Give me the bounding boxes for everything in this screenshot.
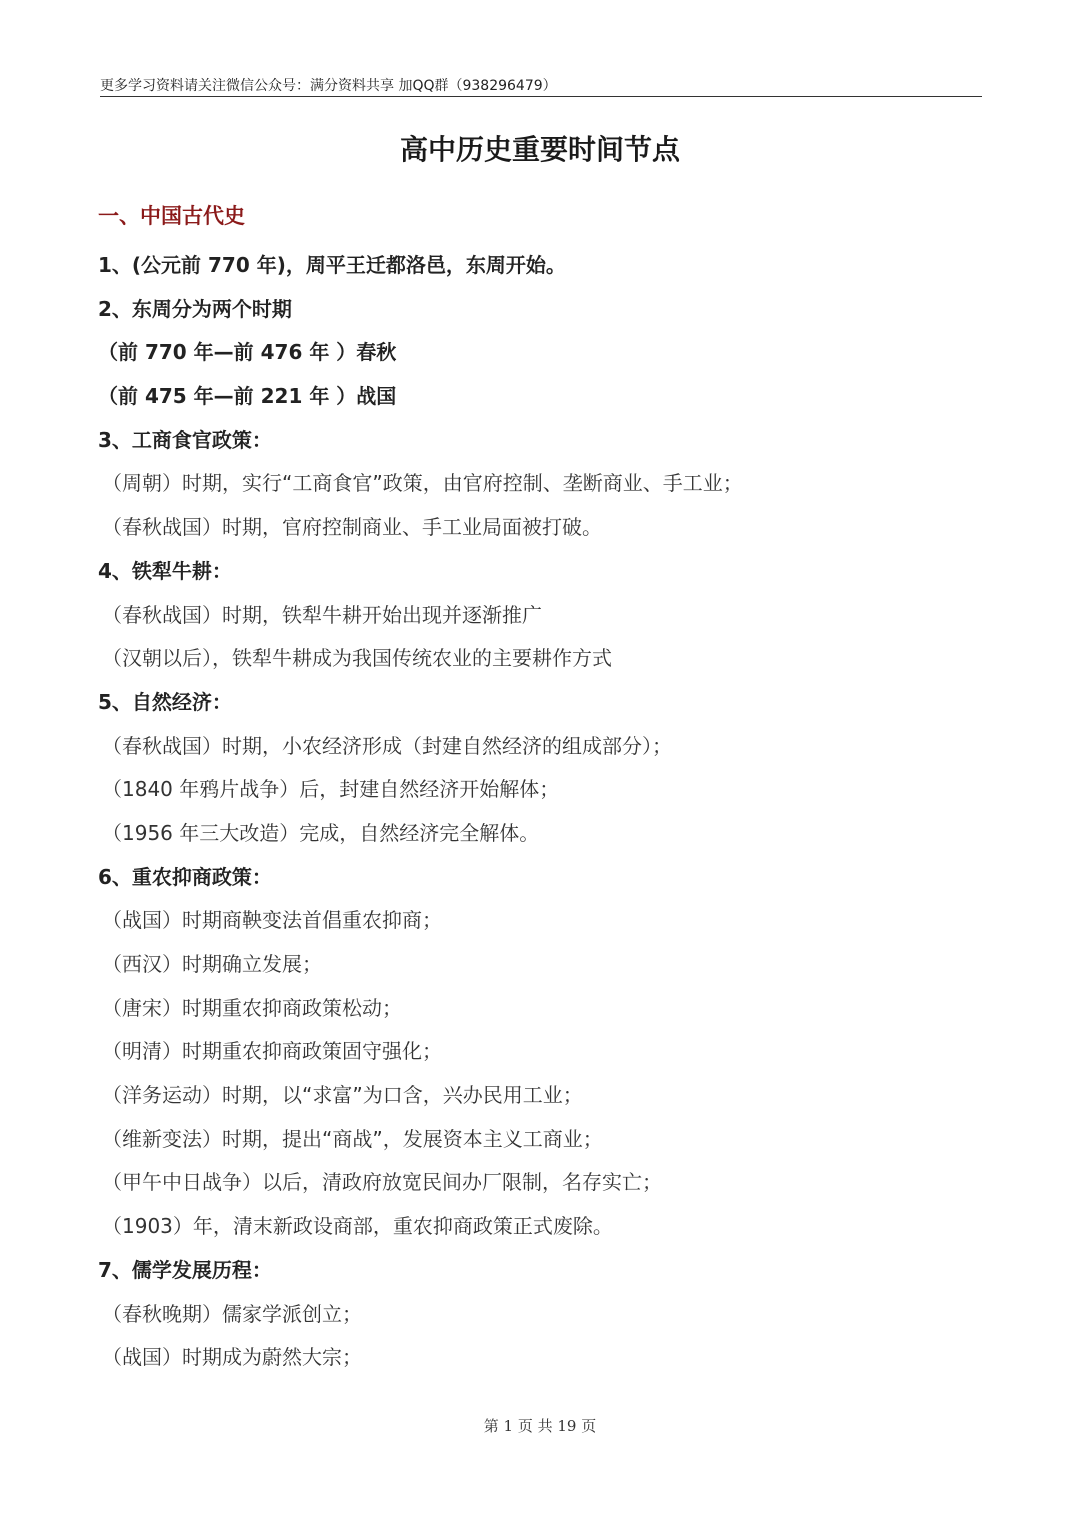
body-line: （唐宋）时期重农抑商政策松动； — [102, 995, 402, 1020]
body-line: 3、工商食官政策： — [98, 427, 272, 452]
body-line: （春秋晚期）儒家学派创立； — [102, 1301, 362, 1326]
document-title: 高中历史重要时间节点 — [399, 133, 680, 166]
page-header — [100, 76, 982, 97]
body-line: （1956 年三大改造）完成，自然经济完全解体。 — [102, 820, 540, 845]
body-line: （战国）时期商鞅变法首倡重农抑商； — [102, 908, 442, 933]
body-line: 2、东周分为两个时期 — [98, 296, 292, 321]
body-line: （明清）时期重农抑商政策固守强化； — [102, 1039, 442, 1064]
body-line: （周朝）时期，实行“工商食官”政策，由官府控制、垄断商业、手工业； — [102, 471, 743, 496]
body-line: （春秋战国）时期，小农经济形成（封建自然经济的组成部分）； — [102, 733, 672, 758]
body-line: （前 770 年—前 476 年 ）春秋 — [98, 340, 397, 365]
body-line: （1840 年鸦片战争）后，封建自然经济开始解体； — [102, 777, 560, 802]
body-line: （春秋战国）时期，官府控制商业、手工业局面被打破。 — [102, 515, 602, 540]
body-line: 7、儒学发展历程： — [98, 1257, 272, 1282]
body-line: 1、(公元前 770 年)，周平王迁都洛邑，东周开始。 — [98, 253, 566, 277]
body-line: （洋务运动）时期，以“求富”为口含，兴办民用工业； — [102, 1083, 583, 1108]
body-line: （前 475 年—前 221 年 ）战国 — [98, 384, 397, 409]
body-line: （战国）时期成为蔚然大宗； — [102, 1345, 362, 1370]
body-line: 6、重农抑商政策： — [98, 864, 272, 889]
page-number: 第 1 页 共 19 页 — [483, 1417, 597, 1435]
body-line: （维新变法）时期，提出“商战”，发展资本主义工商业； — [102, 1126, 603, 1151]
body-line: （西汉）时期确立发展； — [102, 952, 322, 976]
header-text: 更多学习资料请关注微信公众号：满分资料共享 加QQ群（938296479） — [100, 78, 557, 94]
section-heading: 一、中国古代史 — [98, 204, 245, 228]
body-line: 5、自然经济： — [98, 689, 232, 714]
body-line: （春秋战国）时期，铁犁牛耕开始出现并逐渐推广 — [102, 602, 542, 627]
body-line: （1903）年，清末新政设商部，重农抑商政策正式废除。 — [102, 1214, 613, 1239]
body-line: （汉朝以后），铁犁牛耕成为我国传统农业的主要耕作方式 — [102, 646, 612, 671]
body-line: 4、铁犁牛耕： — [98, 558, 232, 583]
body-line: （甲午中日战争）以后，清政府放宽民间办厂限制，名存实亡； — [102, 1170, 662, 1195]
document-body — [98, 244, 988, 1380]
